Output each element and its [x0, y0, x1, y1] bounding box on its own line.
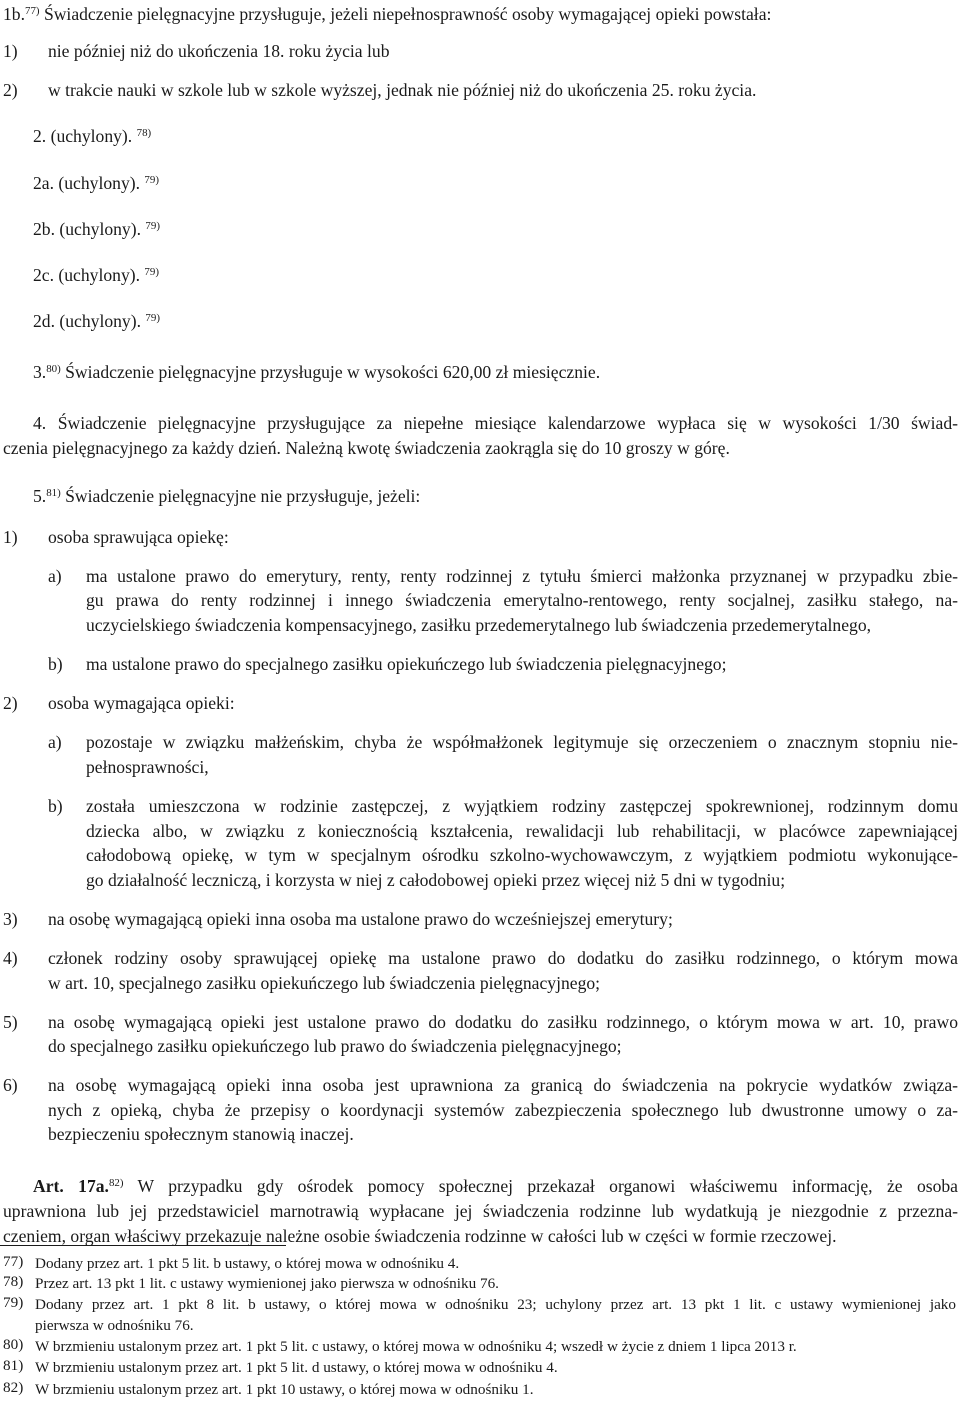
footnote-marker: 82): [3, 1379, 24, 1396]
footnote-text: W brzmieniu ustalonym przez art. 1 pkt 5 lit. d ustawy, o której mowa w odnośniku 4.: [35, 1359, 558, 1376]
repealed-paragraph: 2. (uchylony). $^{78)}$: [33, 126, 152, 146]
sub-item-letter: b): [48, 796, 63, 816]
footnote-ref[interactable]: 79): [144, 174, 159, 186]
sub-item-line: dziecka albo, w związku z koniecznością kształcenia, rewalidacji lub rehabilitacji, w placówce zapewniającej: [86, 821, 958, 841]
footnote-text: W brzmieniu ustalonym przez art. 1 pkt 10 ustawy, o której mowa w odnośniku 1.: [35, 1381, 534, 1398]
sub-item-line: gu prawa do renty rodzinnej i innego świadczenia emerytalno-rentowego, renty socjalnej, zasiłku stałego, na-: [86, 590, 958, 610]
list-item-number: 1): [3, 527, 18, 547]
sub-item-letter: a): [48, 732, 62, 752]
footnote-ref[interactable]: 80): [46, 363, 61, 375]
sub-item-letter: a): [48, 566, 62, 586]
list-item-number: 5): [3, 1012, 18, 1032]
list-item-number: 2): [3, 693, 18, 713]
footnote-ref[interactable]: 79): [145, 220, 160, 232]
list-item-line: członek rodziny osoby sprawującej opiekę ma ustalone prawo do dodatku do zasiłku rodzinnego, o którym mowa: [48, 948, 958, 968]
footnote-separator: [0, 1245, 286, 1246]
sub-item-line: pozostaje w związku małżeńskim, chyba że współmałżonek legitymuje się orzeczeniem o znacznym stopniu nie-: [86, 732, 958, 752]
sub-item-line: została umieszczona w rodzinie zastępczej, z wyjątkiem rodziny zastępczej spokrewnionej, rodzinnym domu: [86, 796, 958, 816]
list-item: osoba wymagająca opieki:: [48, 693, 235, 713]
sub-item-line: go działalność leczniczą, i korzysta w niej z całodobowej opieki przez więcej niż 5 dni w tygodniu;: [86, 870, 786, 890]
repealed-paragraph: 2c. (uchylony). $^{79)}$: [33, 265, 159, 285]
article-17a-line: Art. 17a.$^{82)}$ W przypadku gdy ośrodek pomocy społecznej przekazał organowi właściwemu informację, że osoba: [33, 1176, 958, 1196]
list-item-number: 3): [3, 909, 18, 929]
footnote-ref[interactable]: 77): [25, 5, 40, 17]
paragraph-1b: 1b.$^{77)}$ Świadczenie pielęgnacyjne przysługuje, jeżeli niepełnosprawność osoby wymagającej opieki powstała:: [3, 4, 772, 24]
sub-item-line: uczycielskiego świadczenia kompensacyjnego, zasiłku przedemerytalnego lub świadczenia przedemerytalnego,: [86, 615, 872, 635]
repealed-paragraph: 2a. (uchylony). $^{79)}$: [33, 173, 159, 193]
list-item: na osobę wymagającą opieki inna osoba ma ustalone prawo do wcześniejszej emerytury;: [48, 909, 673, 929]
footnote-marker: 81): [3, 1357, 24, 1374]
article-17a-line: uprawniona lub jej przedstawiciel marnotrawią wypłacane jej świadczenia rodzinne lub wydatkują je niezgodnie z przezna-: [3, 1201, 958, 1221]
repealed-paragraph: 2d. (uchylony). $^{79)}$: [33, 311, 160, 331]
footnote-ref[interactable]: 78): [136, 127, 152, 139]
list-item-line: nych z opieką, chyba że przepisy o koordynacji systemów zabezpieczenia społecznego lub dwustronne umowy o za-: [48, 1100, 958, 1120]
footnote-text: W brzmieniu ustalonym przez art. 1 pkt 5 lit. c ustawy, o której mowa w odnośniku 4; wszedł w życie z dniem 1 lipca 2013 r.: [35, 1338, 797, 1355]
footnote-marker: 78): [3, 1273, 24, 1290]
footnote-ref[interactable]: 82): [108, 1177, 124, 1189]
footnote-text: Dodany przez art. 1 pkt 8 lit. b ustawy, o której mowa w odnośniku 23; uchylony przez art. 13 pkt 1 lit. c ustawy wymienionej jako: [35, 1296, 956, 1313]
sub-item-line: całodobową opiekę, w tym w specjalnym ośrodku szkolno-wychowawczym, z wyjątkiem podmiotu wykonujące-: [86, 845, 958, 865]
list-item-number: 1): [3, 41, 18, 61]
footnote-marker: 79): [3, 1294, 24, 1311]
footnote-ref[interactable]: 79): [145, 312, 160, 324]
list-item-line: na osobę wymagającą opieki inna osoba jest uprawniona za granicą do świadczenia na pokrycie wydatków związa-: [48, 1075, 958, 1095]
paragraph-5: 5.$^{81)}$ Świadczenie pielęgnacyjne nie przysługuje, jeżeli:: [33, 486, 421, 506]
footnote-text: Przez art. 13 pkt 1 lit. c ustawy wymienionej jako pierwsza w odnośniku 76.: [35, 1275, 499, 1292]
footnote-text: Dodany przez art. 1 pkt 5 lit. b ustawy, o której mowa w odnośniku 4.: [35, 1255, 460, 1272]
list-item: osoba sprawująca opiekę:: [48, 527, 229, 547]
paragraph-3: 3.$^{80)}$ Świadczenie pielęgnacyjne przysługuje w wysokości 620,00 zł miesięcznie.: [33, 362, 601, 382]
list-item: nie później niż do ukończenia 18. roku życia lub: [48, 41, 390, 61]
footnote-text: pierwsza w odnośniku 76.: [35, 1317, 194, 1334]
footnote-marker: 80): [3, 1336, 24, 1353]
paragraph-4-line: 4. Świadczenie pielęgnacyjne przysługujące za niepełne miesiące kalendarzowe wypłaca się w wysokości 1/30 świad-: [33, 413, 958, 433]
repealed-paragraph: 2b. (uchylony). $^{79)}$: [33, 219, 160, 239]
list-item: w trakcie nauki w szkole lub w szkole wyższej, jednak nie później niż do ukończenia 25. roku życia.: [48, 80, 757, 100]
sub-item-line: ma ustalone prawo do specjalnego zasiłku opiekuńczego lub świadczenia pielęgnacyjnego;: [86, 654, 727, 674]
list-item-line: bezpieczeniu społecznym stanowią inaczej.: [48, 1124, 354, 1144]
list-item-number: 2): [3, 80, 18, 100]
footnote-ref[interactable]: 81): [46, 487, 61, 499]
list-item-number: 6): [3, 1075, 18, 1095]
list-item-line: do specjalnego zasiłku opiekuńczego lub prawo do świadczenia pielęgnacyjnego;: [48, 1036, 622, 1056]
list-item-line: na osobę wymagającą opieki jest ustalone prawo do dodatku do zasiłku rodzinnego, o którym mowa w art. 10, prawo: [48, 1012, 958, 1032]
footnote-ref[interactable]: 79): [144, 266, 159, 278]
paragraph-4-line: czenia pielęgnacyjnego za każdy dzień. Należną kwotę świadczenia zaokrągla się do 10 groszy w górę.: [3, 438, 730, 458]
article-17a-line: czeniem, organ właściwy przekazuje należne osobie świadczenia rodzinne w całości lub w części w formie rzeczowej.: [3, 1226, 837, 1246]
sub-item-line: ma ustalone prawo do emerytury, renty, renty rodzinnej z tytułu śmierci małżonka przyznanej w przypadku zbie-: [86, 566, 958, 586]
article-label: Art. 17a.: [33, 1176, 109, 1196]
list-item-number: 4): [3, 948, 18, 968]
sub-item-letter: b): [48, 654, 63, 674]
sub-item-line: pełnosprawności,: [86, 757, 209, 777]
list-item-line: w art. 10, specjalnego zasiłku opiekuńczego lub świadczenia pielęgnacyjnego;: [48, 973, 601, 993]
footnote-marker: 77): [3, 1253, 24, 1270]
